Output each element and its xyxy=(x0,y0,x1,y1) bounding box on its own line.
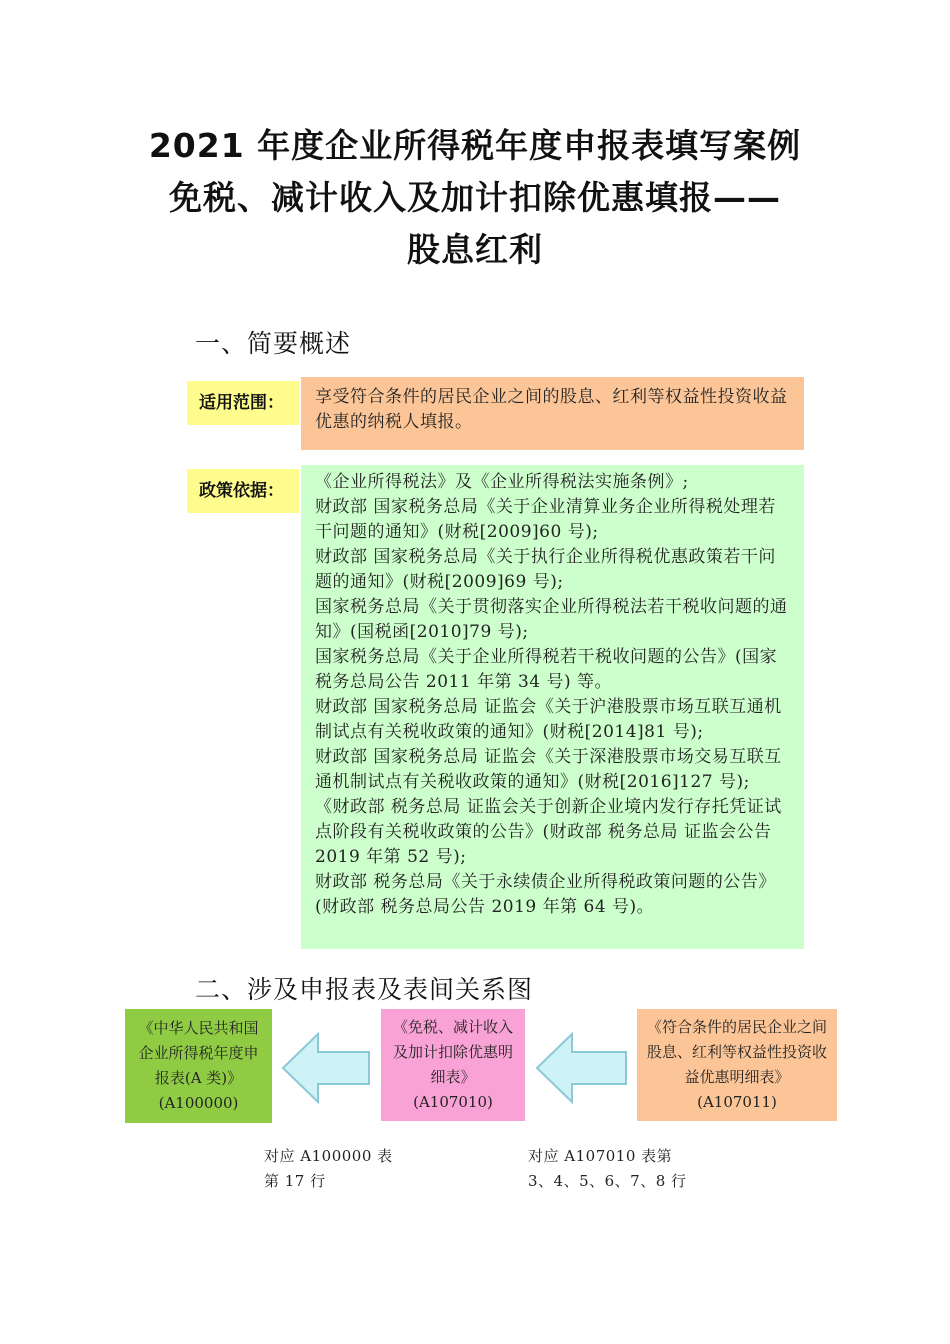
scope-label: 适用范围： xyxy=(187,381,299,425)
basis-item: 财政部 国家税务总局 证监会《关于沪港股票市场互联互通机制试点有关税收政策的通知》(财税[2014]81 号); xyxy=(315,697,782,742)
basis-item: 财政部 国家税务总局《关于企业清算业务企业所得税处理若干问题的通知》(财税[2009]60 号); xyxy=(315,497,776,542)
form-a107010-label: 《免税、减计收入及加计扣除优惠明细表》 (A107010) xyxy=(392,1018,513,1111)
basis-label: 政策依据： xyxy=(187,469,299,513)
title-line-3: 股息红利 xyxy=(407,230,543,269)
title-line-2: 免税、减计收入及加计扣除优惠填报—— xyxy=(169,178,781,217)
section-1-heading: 一、简要概述 xyxy=(195,329,352,358)
basis-item: 财政部 国家税务总局 证监会《关于深港股票市场交易互联互通机制试点有关税收政策的通知》(财税[2016]127 号); xyxy=(315,747,782,792)
basis-item: 国家税务总局《关于企业所得税若干税收问题的公告》(国家税务总局公告 2011 年第 34 号) 等。 xyxy=(315,647,778,692)
basis-list xyxy=(301,465,804,949)
note-right-line-2: 3、4、5、6、7、8 行 xyxy=(528,1172,687,1190)
form-a100000-label: 《中华人民共和国企业所得税年度申报表(A 类)》 (A100000) xyxy=(138,1019,259,1112)
section-2-heading: 二、涉及申报表及表间关系图 xyxy=(195,975,534,1004)
note-left-line-2: 第 17 行 xyxy=(264,1172,326,1190)
note-right-line-1: 对应 A107010 表第 xyxy=(528,1147,673,1165)
form-a107011-box xyxy=(637,1009,837,1121)
title-line-1: 2021 年度企业所得税年度申报表填写案例 xyxy=(148,126,802,165)
basis-item: 财政部 税务总局《关于永续债企业所得税政策问题的公告》(财政部 税务总局公告 2019 年第 64 号)。 xyxy=(315,872,776,917)
basis-item: 《财政部 税务总局 证监会关于创新企业境内发行存托凭证试点阶段有关税收政策的公告》(财政部 税务总局 证监会公告 2019 年第 52 号); xyxy=(315,797,782,867)
basis-item: 《企业所得税法》及《企业所得税法实施条例》; xyxy=(315,472,689,492)
arrow-left-icon xyxy=(534,1030,629,1106)
form-a100000-box xyxy=(125,1009,272,1123)
form-a107010-box xyxy=(381,1009,525,1121)
basis-item: 财政部 国家税务总局《关于执行企业所得税优惠政策若干问题的通知》(财税[2009]69 号); xyxy=(315,547,776,592)
basis-item: 国家税务总局《关于贯彻落实企业所得税法若干税收问题的通知》(国税函[2010]79 号); xyxy=(315,597,788,642)
note-left-line-1: 对应 A100000 表 xyxy=(264,1147,393,1165)
arrow-left-icon xyxy=(280,1030,372,1106)
scope-text: 享受符合条件的居民企业之间的股息、红利等权益性投资收益优惠的纳税人填报。 xyxy=(301,377,804,450)
form-a107011-label: 《符合条件的居民企业之间股息、红利等权益性投资收益优惠明细表》 (A107011) xyxy=(646,1018,827,1111)
